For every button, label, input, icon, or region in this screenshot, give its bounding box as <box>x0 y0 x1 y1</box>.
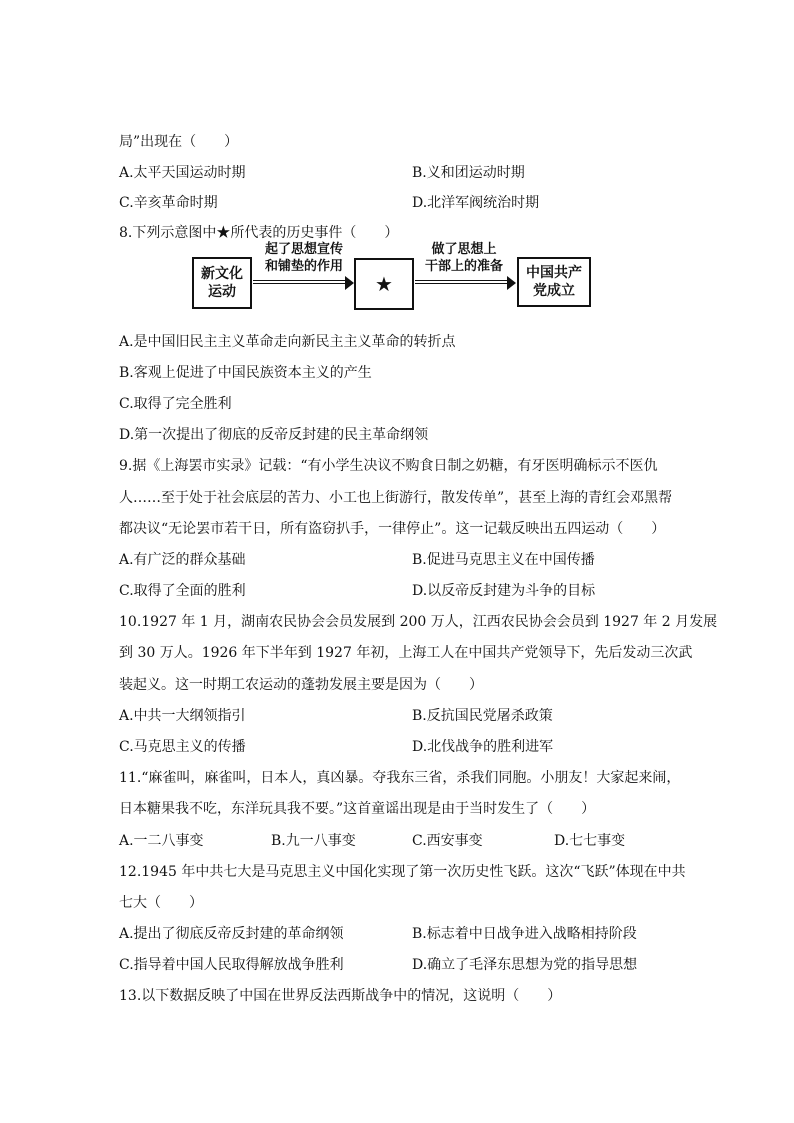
box-star-event <box>354 258 414 310</box>
q12-option-a: A.提出了彻底反帝反封建的革命纲领 <box>119 926 344 942</box>
question-12-stem-line-2: 七大（ ） <box>119 895 203 911</box>
q10-option-d: D.北伐战争的胜利进军 <box>412 739 554 755</box>
caption-right <box>414 241 514 275</box>
caption-left-line-1: 起了思想宣传 <box>264 242 343 257</box>
question-12-stem-line-1: 12.1945 年中共七大是马克思主义中国化实现了第一次历史性飞跃。这次“飞跃”体现在中共 <box>119 864 686 880</box>
star-icon: ★ <box>375 272 393 296</box>
question-9-stem-line-1: 9.据《上海罢市实录》记载：“有小学生决议不购食日制之奶糖，有牙医明确标示不医仇 <box>119 458 658 474</box>
q9-option-b: B.促进马克思主义在中国传播 <box>412 552 595 568</box>
q11-option-a: A.一二八事变 <box>119 833 204 849</box>
q9-option-c: C.取得了全面的胜利 <box>119 583 246 599</box>
caption-left-line-2: 和铺垫的作用 <box>264 259 343 274</box>
box-left-line-1: 新文化 <box>201 266 243 282</box>
question-10-stem-line-1: 10.1927 年 1 月，湖南农民协会会员发展到 200 万人，江西农民协会会员到 1927 年 2 月发展 <box>119 614 718 630</box>
question-9-stem-line-3: 都决议“无论罢市若干日，所有盗窃扒手，一律停止”。这一记载反映出五四运动（ ） <box>119 521 666 537</box>
box-cpc-founded <box>517 257 591 307</box>
q9-option-d: D.以反帝反封建为斗争的目标 <box>412 583 596 599</box>
q8-option-d: D.第一次提出了彻底的反帝反封建的民主革命纲领 <box>119 427 429 443</box>
question-13-stem: 13.以下数据反映了中国在世界反法西斯战争中的情况，这说明（ ） <box>119 988 562 1004</box>
q10-option-c: C.马克思主义的传播 <box>119 739 246 755</box>
question-8-stem: 8.下列示意图中★所代表的历史事件（ ） <box>119 225 399 241</box>
q11-option-d: D.七七事变 <box>554 833 626 849</box>
arrow-left-head <box>345 276 354 290</box>
caption-right-line-1: 做了思想上 <box>431 242 497 257</box>
question-10-stem-line-3: 装起义。这一时期工农运动的蓬勃发展主要是因为（ ） <box>119 677 483 693</box>
q12-option-d: D.确立了毛泽东思想为党的指导思想 <box>412 957 638 973</box>
q8-option-b: B.客观上促进了中国民族资本主义的产生 <box>119 365 372 381</box>
q11-option-c: C.西安事变 <box>412 833 483 849</box>
q10-option-b: B.反抗国民党屠杀政策 <box>412 708 553 724</box>
question-10-stem-line-2: 到 30 万人。1926 年下半年到 1927 年初，上海工人在中国共产党领导下，先后发动三次武 <box>119 645 693 661</box>
question-11-stem-line-1: 11.“麻雀叫，麻雀叫，日本人，真凶暴。夺我东三省，杀我们同胞。小朋友！大家起来闹， <box>119 770 681 786</box>
arrow-right-head <box>507 276 516 290</box>
q7-option-d: D.北洋军阀统治时期 <box>412 195 540 211</box>
q8-option-a: A.是中国旧民主主义革命走向新民主主义革命的转折点 <box>119 334 456 350</box>
question-9-stem-line-2: 人……至于处于社会底层的苦力、小工也上街游行，散发传单”，甚至上海的青红会邓黑帮 <box>119 490 673 506</box>
q10-option-a: A.中共一大纲领指引 <box>119 708 246 724</box>
q12-option-b: B.标志着中日战争进入战略相持阶段 <box>412 926 637 942</box>
q9-option-a: A.有广泛的群众基础 <box>119 552 246 568</box>
q7-option-b: B.义和团运动时期 <box>412 165 525 181</box>
box-left-line-2: 运动 <box>208 284 236 300</box>
q11-option-b: B.九一八事变 <box>271 833 356 849</box>
q12-option-c: C.指导着中国人民取得解放战争胜利 <box>119 957 344 973</box>
q7-option-a: A.太平天国运动时期 <box>119 165 246 181</box>
q8-option-c: C.取得了完全胜利 <box>119 396 232 412</box>
box-right-line-1: 中国共产 <box>526 265 582 281</box>
caption-left <box>254 241 354 275</box>
box-new-culture-movement <box>192 257 252 309</box>
box-right-line-2: 党成立 <box>533 283 575 299</box>
caption-right-line-2: 干部上的准备 <box>424 259 503 274</box>
arrow-left-shaft <box>253 280 345 284</box>
question-7-stem-tail: 局”出现在（ ） <box>119 134 239 150</box>
question-11-stem-line-2: 日本糖果我不吃，东洋玩具我不要。”这首童谣出现是由于当时发生了（ ） <box>119 801 596 817</box>
arrow-right-shaft <box>415 280 507 284</box>
q7-option-c: C.辛亥革命时期 <box>119 195 218 211</box>
